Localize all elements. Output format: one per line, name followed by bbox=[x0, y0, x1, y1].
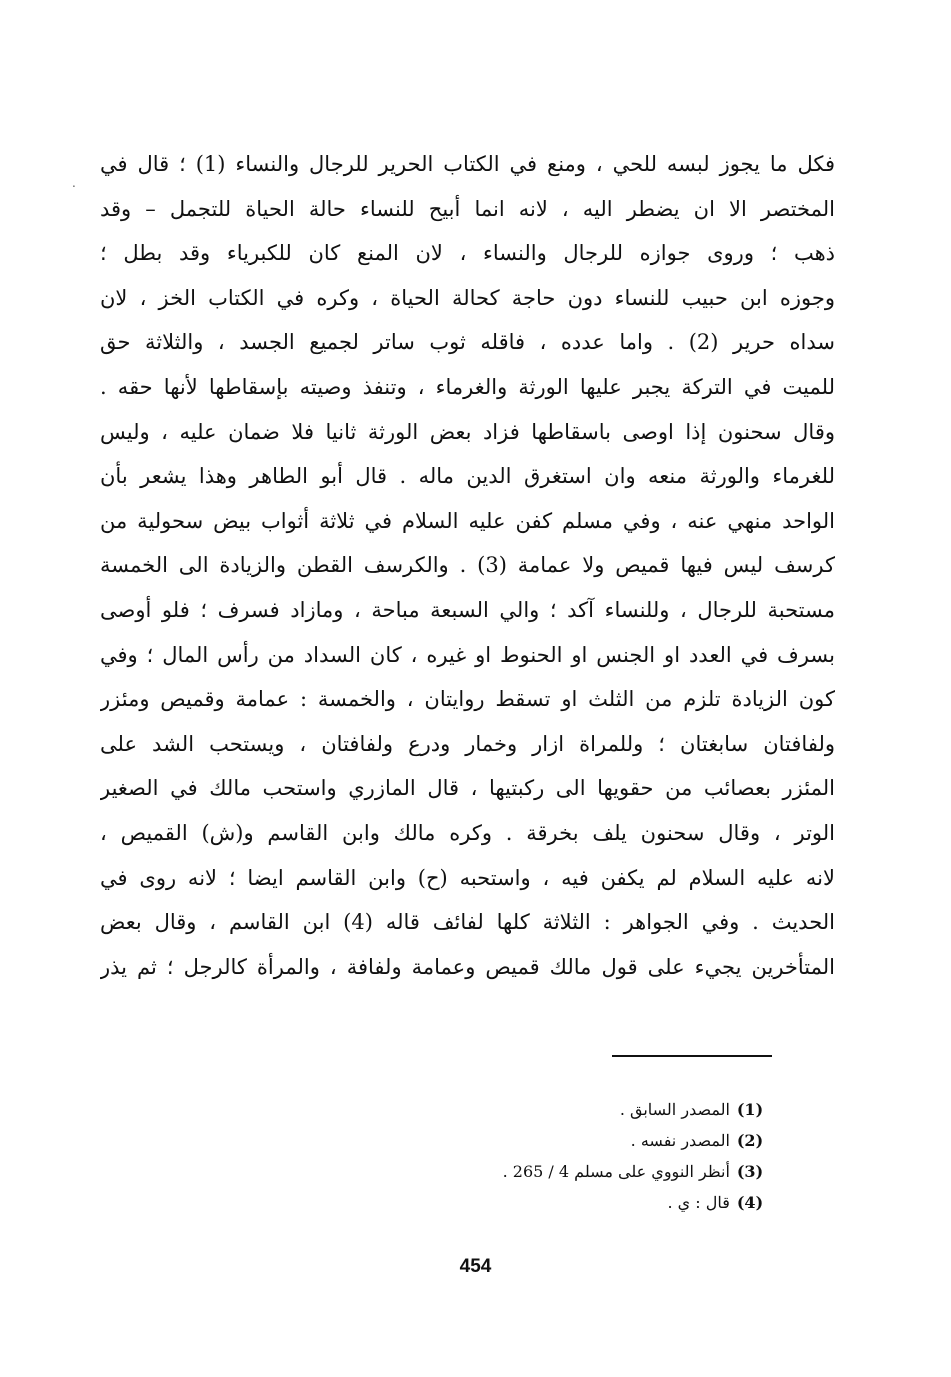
text-line: الحديث . وفي الجواهر : الثلاثة كلها لفائف قاله (4) ابن القاسم ، وقال بعض bbox=[100, 910, 835, 935]
text-line: الواحد منهي عنه ، وفي مسلم كفن عليه السلام في ثلاثة أثواب بيض سحولية من bbox=[100, 508, 835, 533]
text-line: للميت في التركة يجبر عليها الورثة والغرماء ، وتنفذ وصيته بإسقاطها لأنها حقه . bbox=[100, 374, 835, 399]
footnote-item bbox=[345, 1156, 765, 1187]
text-line: وقال سحنون إذا اوصى باسقاطها فزاد بعض الورثة ثانيا فلا ضمان عليه ، وليس bbox=[100, 419, 835, 444]
footnote-item bbox=[345, 1094, 765, 1125]
text-line: لانه عليه السلام لم يكفن فيه ، واستحبه (ح) وابن القاسم ايضا ؛ لانه روى في bbox=[100, 865, 835, 890]
footnote-separator bbox=[612, 1055, 772, 1057]
footnote-number: (4) bbox=[736, 1193, 764, 1212]
footnote-item bbox=[345, 1125, 765, 1156]
text-line: للغرماء والورثة منعه وان استغرق الدين ماله . قال أبو الطاهر وهذا يشعر بأن bbox=[100, 464, 835, 489]
text-line: سداه حرير (2) . واما عدده ، فاقله ثوب ساتر لجميع الجسد ، والثلاثة حق bbox=[100, 330, 835, 355]
page-number: 454 bbox=[459, 1256, 492, 1277]
footnotes bbox=[345, 1094, 765, 1218]
text-line: فكل ما يجوز لبسه للحي ، ومنع في الكتاب الحرير للرجال والنساء (1) ؛ قال في bbox=[100, 152, 835, 176]
main-text-block bbox=[100, 142, 835, 989]
text-line: المختصر الا ان يضطر اليه ، لانه انما أبيح للنساء حالة الحياة للتجمل – وقد bbox=[100, 196, 835, 221]
footnote-text: قال : ي . bbox=[667, 1193, 730, 1212]
margin-mark: . bbox=[72, 176, 76, 190]
text-line: بسرف في العدد او الجنس او الحنوط او غيره ، كان السداد من رأس المال ؛ وفي bbox=[100, 642, 835, 667]
text-line: الوتر ، وقال سحنون يلف بخرقة . وكره مالك وابن القاسم و(ش) القميص ، bbox=[100, 820, 835, 845]
text-line: مستحبة للرجال ، وللنساء آكد ؛ والي السبعة مباحة ، ومازاد فسرف ؛ فلو أوصى bbox=[100, 597, 835, 622]
text-line: كرسف ليس فيها قميص ولا عمامة (3) . والكرسف القطن والزيادة الى الخمسة bbox=[100, 553, 835, 578]
footnote-item bbox=[345, 1187, 765, 1218]
footnote-text: المصدر السابق . bbox=[619, 1100, 730, 1119]
footnote-number: (2) bbox=[736, 1131, 764, 1150]
text-line: ذهب ؛ وروى جوازه للرجال والنساء ، لان المنع كان للكبرياء وقد بطل ؛ bbox=[100, 241, 835, 266]
footnote-text: أنظر النووي على مسلم 4 / 265 . bbox=[502, 1162, 730, 1181]
text-line: المئزر بعصائب من حقويها الى ركبتيها ، قال المازري واستحب مالك في الصغير bbox=[100, 776, 835, 801]
text-line: وجوزه ابن حبيب للنساء دون حاجة كحالة الحياة ، وكره في الكتاب الخز ، لان bbox=[100, 285, 835, 310]
footnote-number: (3) bbox=[736, 1162, 764, 1181]
text-line: كون الزيادة تلزم من الثلث او تسقط روايتان ، والخمسة : عمامة وقميص ومئزر bbox=[100, 687, 835, 712]
text-line: ولفافتان سابغتان ؛ وللمراة ازار وخمار ودرع ولفافتان ، ويستحب الشد على bbox=[100, 731, 835, 756]
text-line: المتأخرين يجيء على قول مالك قميص وعمامة ولفافة ، والمرأة كالرجل ؛ ثم يذر bbox=[100, 954, 835, 979]
footnote-number: (1) bbox=[736, 1100, 764, 1119]
footnote-text: المصدر نفسه . bbox=[630, 1131, 730, 1150]
